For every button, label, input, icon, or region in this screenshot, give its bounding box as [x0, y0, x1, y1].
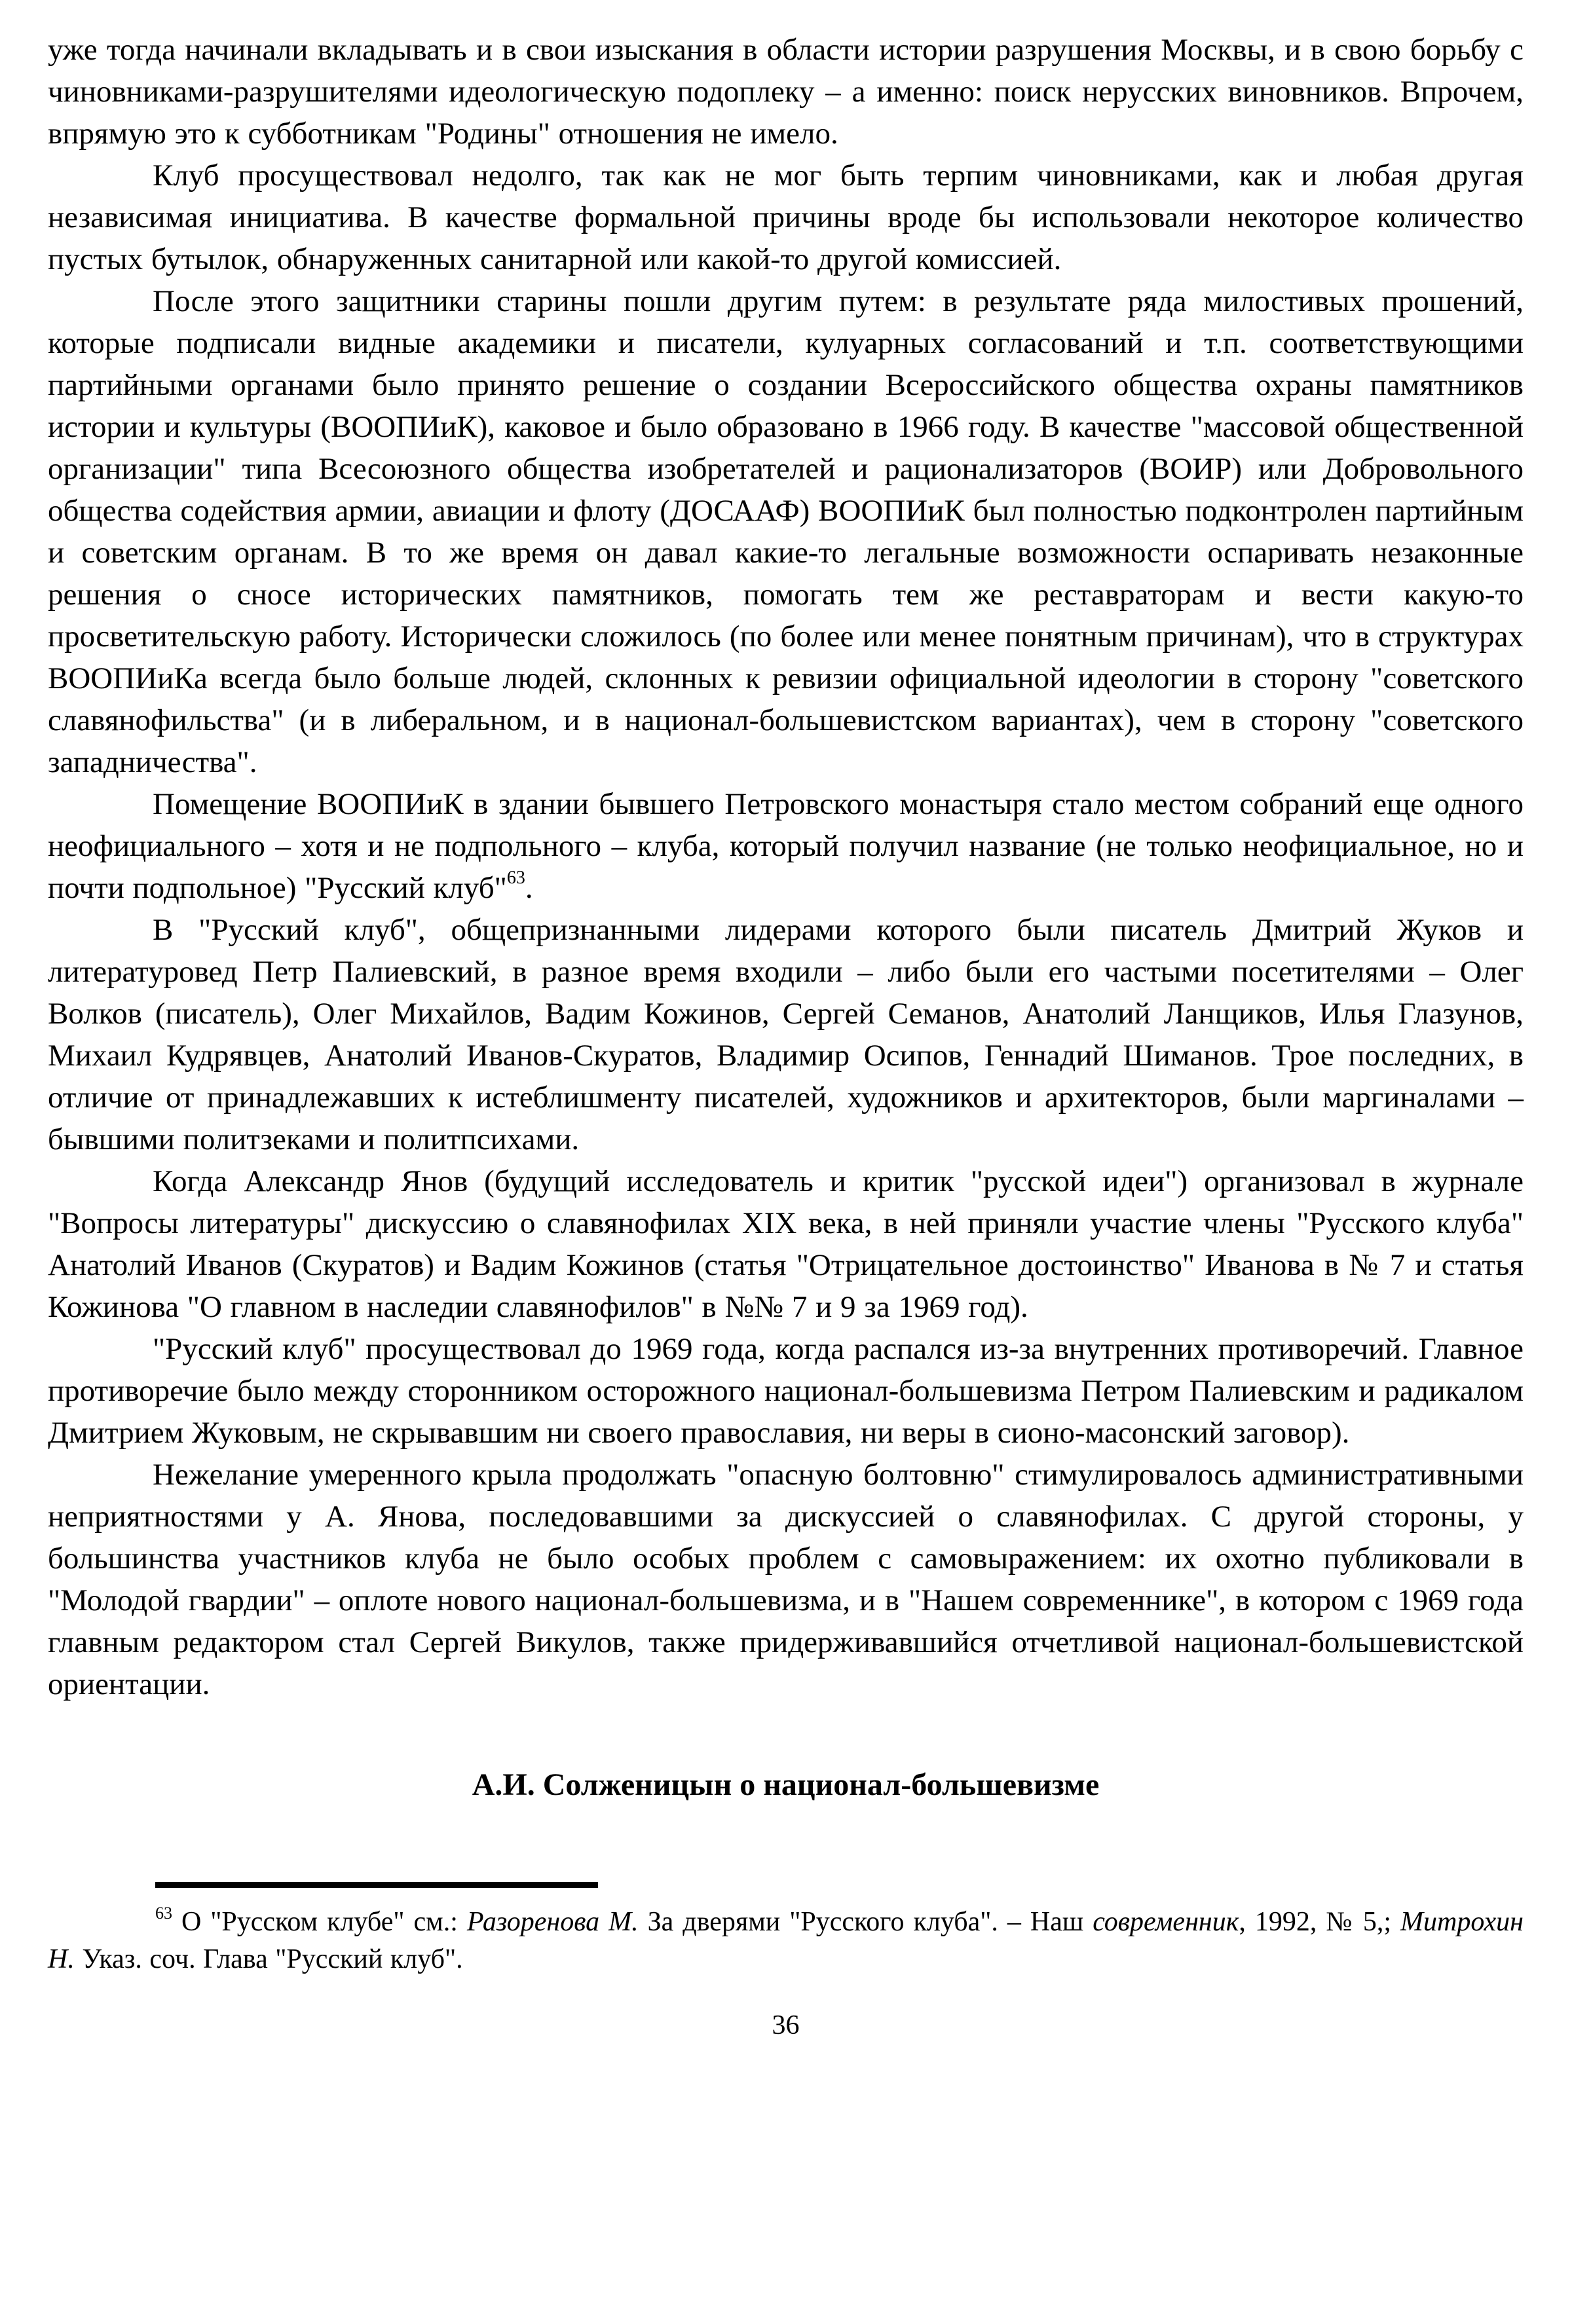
paragraph — [48, 783, 1524, 909]
footnote-text: О "Русском клубе" см.: — [172, 1907, 467, 1937]
footnote-author: Разоренова М. — [466, 1907, 639, 1937]
footnote-separator — [155, 1882, 598, 1888]
footnote-author: Митрохин Н. — [48, 1907, 1524, 1974]
paragraph: Клуб просуществовал недолго, так как не мог быть терпим чиновниками, как и любая другая независимая инициатива. В качестве формальной причины вроде бы использовали некоторое количество пустых бутылок, обнаруженных санитарной или какой-то другой комиссией. — [48, 158, 1524, 276]
paragraph-text: Помещение ВООПИиК в здании бывшего Петровского монастыря стало местом собраний еще одного неофициального – хотя и не подпольного – клуба, который получил название (не только неофициальное, но и почти подпольное) "Русский клуб" — [48, 787, 1524, 905]
footnote-journal: современник — [1093, 1907, 1239, 1937]
footnote-text: Указ. соч. Глава "Русский клуб". — [74, 1944, 463, 1974]
paragraph: уже тогда начинали вкладывать и в свои изыскания в области истории разрушения Москвы, и в свою борьбу с чиновниками-разрушителями идеологическую подоплеку – а именно: поиск нерусских виновников. Впрочем, впрямую это к субботникам "Родины" отношения не имело. — [48, 33, 1524, 151]
page-number: 36 — [772, 2010, 800, 2040]
paragraph: Нежелание умеренного крыла продолжать "опасную болтовню" стимулировалось административными неприятностями у А. Янова, последовавшими за дискуссией о славянофилах. С другой стороны, у большинства участников клуба не было особых проблем с самовыражением: их охотно публиковали в "Молодой гвардии" – оплоте нового национал-большевизма, и в "Нашем современнике", в котором с 1969 года главным редактором стал Сергей Викулов, также придерживавшийся отчетливой национал-большевистской ориентации. — [48, 1458, 1524, 1701]
paragraph-text: . — [525, 871, 533, 905]
paragraph: В "Русский клуб", общепризнанными лидерами которого были писатель Дмитрий Жуков и литературовед Петр Палиевский, в разное время входили – либо были его частыми посетителями – Олег Волков (писатель), Олег Михайлов, Вадим Кожинов, Сергей Семанов, Анатолий Ланщиков, Илья Глазунов, Михаил Кудрявцев, Анатолий Иванов-Скуратов, Владимир Осипов, Геннадий Шиманов. Трое последних, в отличие от принадлежавших к истеблишменту писателей, художников и архитекторов, были маргиналами – бывшими политзеками и политпсихами. — [48, 913, 1524, 1156]
footnote-marker: 63 — [155, 1904, 172, 1923]
footnote-text: , 1992, № 5,; — [1239, 1907, 1401, 1937]
footnote — [48, 1904, 1524, 1978]
paragraph: "Русский клуб" просуществовал до 1969 года, когда распался из-за внутренних противоречий. Главное противоречие было между сторонником осторожного национал-большевизма Петром Палиевским и радикалом Дмитрием Жуковым, не скрывавшим ни своего православия, ни веры в сионо-масонский заговор). — [48, 1332, 1524, 1450]
paragraph: Когда Александр Янов (будущий исследователь и критик "русской идеи") организовал в журнале "Вопросы литературы" дискуссию о славянофилах XIX века, в ней приняли участие члены "Русского клуба" Анатолий Иванов (Скуратов) и Вадим Кожинов (статья "Отрицательное достоинство" Иванова в № 7 и статья Кожинова "О главном в наследии славянофилов" в №№ 7 и 9 за 1969 год). — [48, 1164, 1524, 1324]
footnote-reference: 63 — [506, 868, 525, 888]
paragraph: После этого защитники старины пошли другим путем: в результате ряда милостивых прошений, которые подписали видные академики и писатели, кулуарных согласований и т.п. соответствующими партийными органами было принято решение о создании Всероссийского общества охраны памятников истории и культуры (ВООПИиК), каковое и было образовано в 1966 году. В качестве "массовой общественной организации" типа Всесоюзного общества изобретателей и рационализаторов (ВОИР) или Добровольного общества содействия армии, авиации и флоту (ДОСААФ) ВООПИиК был полностью подконтролен партийным и советским органам. В то же время он давал какие-то легальные возможности оспаривать незаконные решения о сносе исторических памятников, помогать тем же реставраторам и вести какую-то просветительскую работу. Исторически сложилось (по более или менее понятным причинам), что в структурах ВООПИиКа всегда было больше людей, склонных к ревизии официальной идеологии в сторону "советского славянофильства" (и в либеральном, и в национал-большевистском вариантах), чем в сторону "советского западничества". — [48, 284, 1524, 779]
footnote-text: За дверями "Русского клуба". – Наш — [638, 1907, 1093, 1937]
section-heading: А.И. Солженицын о национал-большевизме — [472, 1767, 1100, 1802]
